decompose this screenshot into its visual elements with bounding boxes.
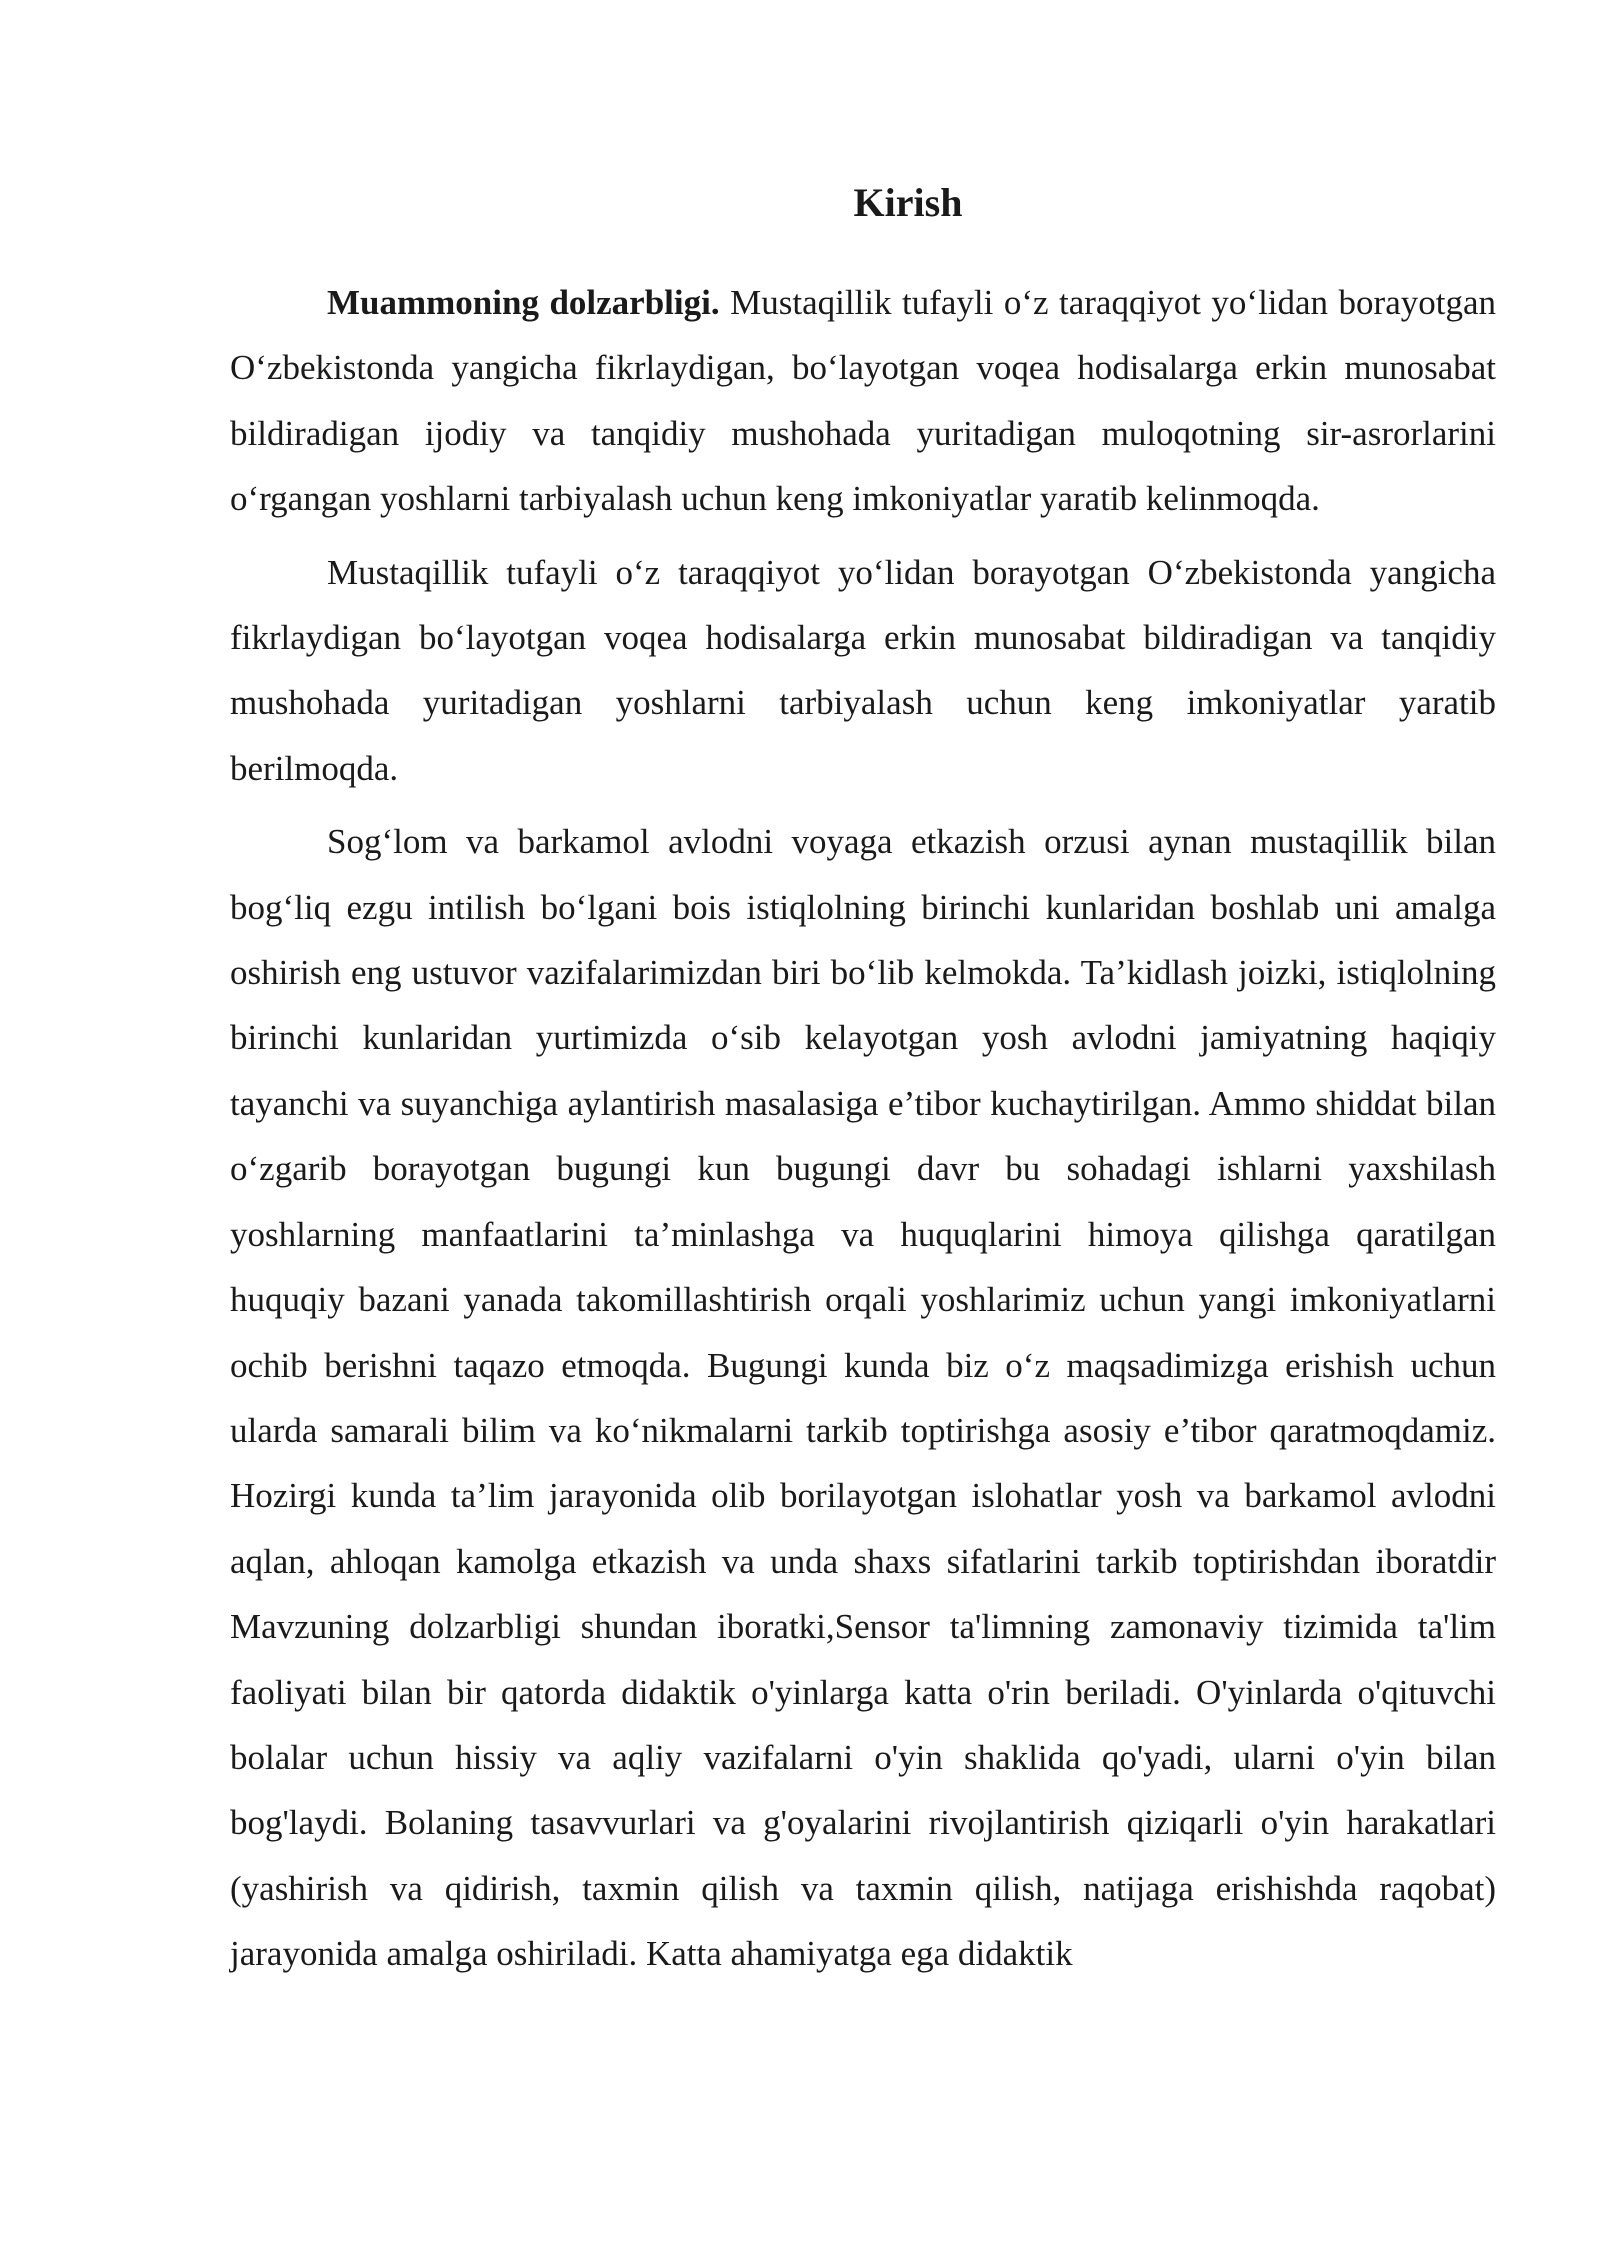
paragraph-relevance: [230, 270, 1496, 532]
paragraph-generation: [230, 809, 1496, 1986]
paragraph-text: Mustaqillik tufayli o‘z taraqqiyot yo‘lidan borayotgan O‘zbekistonda yangicha fikrlaydigan bo‘layotgan voqea hodisalarga erkin munosabat bildiradigan va tanqidiy mushohada yuritadigan yoshlarni tarbiyalash uchun keng imkoniyatlar yaratib berilmoqda.: [230, 552, 1496, 788]
paragraph-text: Mustaqillik tufayli o‘z taraqqiyot yo‘lidan borayotgan O‘zbekistonda yangicha fikrlaydigan, bo‘layotgan voqea hodisalarga erkin munosabat bildiradigan ijodiy va tanqidiy mushohada yuritadigan muloqotning sir-asrorlarini o‘rgangan yoshlarni tarbiyalash uchun keng imkoniyatlar yaratib kelinmoqda.: [230, 283, 1496, 519]
paragraph-independence: [230, 540, 1496, 802]
document-body: [230, 168, 1496, 1987]
paragraph-text: Sog‘lom va barkamol avlodni voyaga etkazish orzusi aynan mustaqillik bilan bog‘liq ezgu intilish bo‘lgani bois istiqlolning birinchi kunlaridan boshlab uni amalga oshirish eng ustuvor vazifalarimizdan biri bo‘lib kelmokda. Ta’kidlash joizki, istiqlolning birinchi kunlaridan yurtimizda o‘sib kelayotgan yosh avlodni jamiyatning haqiqiy tayanchi va suyanchiga aylantirish masalasiga e’tibor kuchaytirilgan. Ammo shiddat bilan o‘zgarib borayotgan bugungi kun bugungi davr bu sohadagi ishlarni yaxshilash yoshlarning manfaatlarini ta’minlashga va huquqlarini himoya qilishga qaratilgan huquqiy bazani yanada takomillashtirish orqali yoshlarimiz uchun yangi imkoniyatlarni ochib berishni taqazo etmoqda. Bugungi kunda biz o‘z maqsadimizga erishish uchun ularda samarali bilim va ko‘nikmalarni tarkib toptirishga asosiy e’tibor qaratmoqdamiz. Hozirgi kunda ta’lim jarayonida olib borilayotgan islohatlar yosh va barkamol avlodni aqlan, ahloqan kamolga etkazish va unda shaxs sifatlarini tarkib toptirishdan iboratdir Mavzuning dolzarbligi shundan iboratki,Sensor ta'limning zamonaviy tizimida ta'lim faoliyati bilan bir qatorda didaktik o'yinlarga katta o'rin beriladi. O'yinlarda o'qituvchi bolalar uchun hissiy va aqliy vazifalarni o'yin shaklida qo'yadi, ularni o'yin bilan bog'laydi. Bolaning tasavvurlari va g'oyalarini rivojlantirish qiziqarli o'yin harakatlari (yashirish va qidirish, taxmin qilish va taxmin qilish, natijaga erishishda raqobat) jarayonida amalga oshiriladi. Katta ahamiyatga ega didaktik: [230, 822, 1496, 1974]
paragraph-lead: Muammoning dolzarbligi.: [327, 283, 720, 322]
page-title: Kirish: [853, 180, 963, 225]
